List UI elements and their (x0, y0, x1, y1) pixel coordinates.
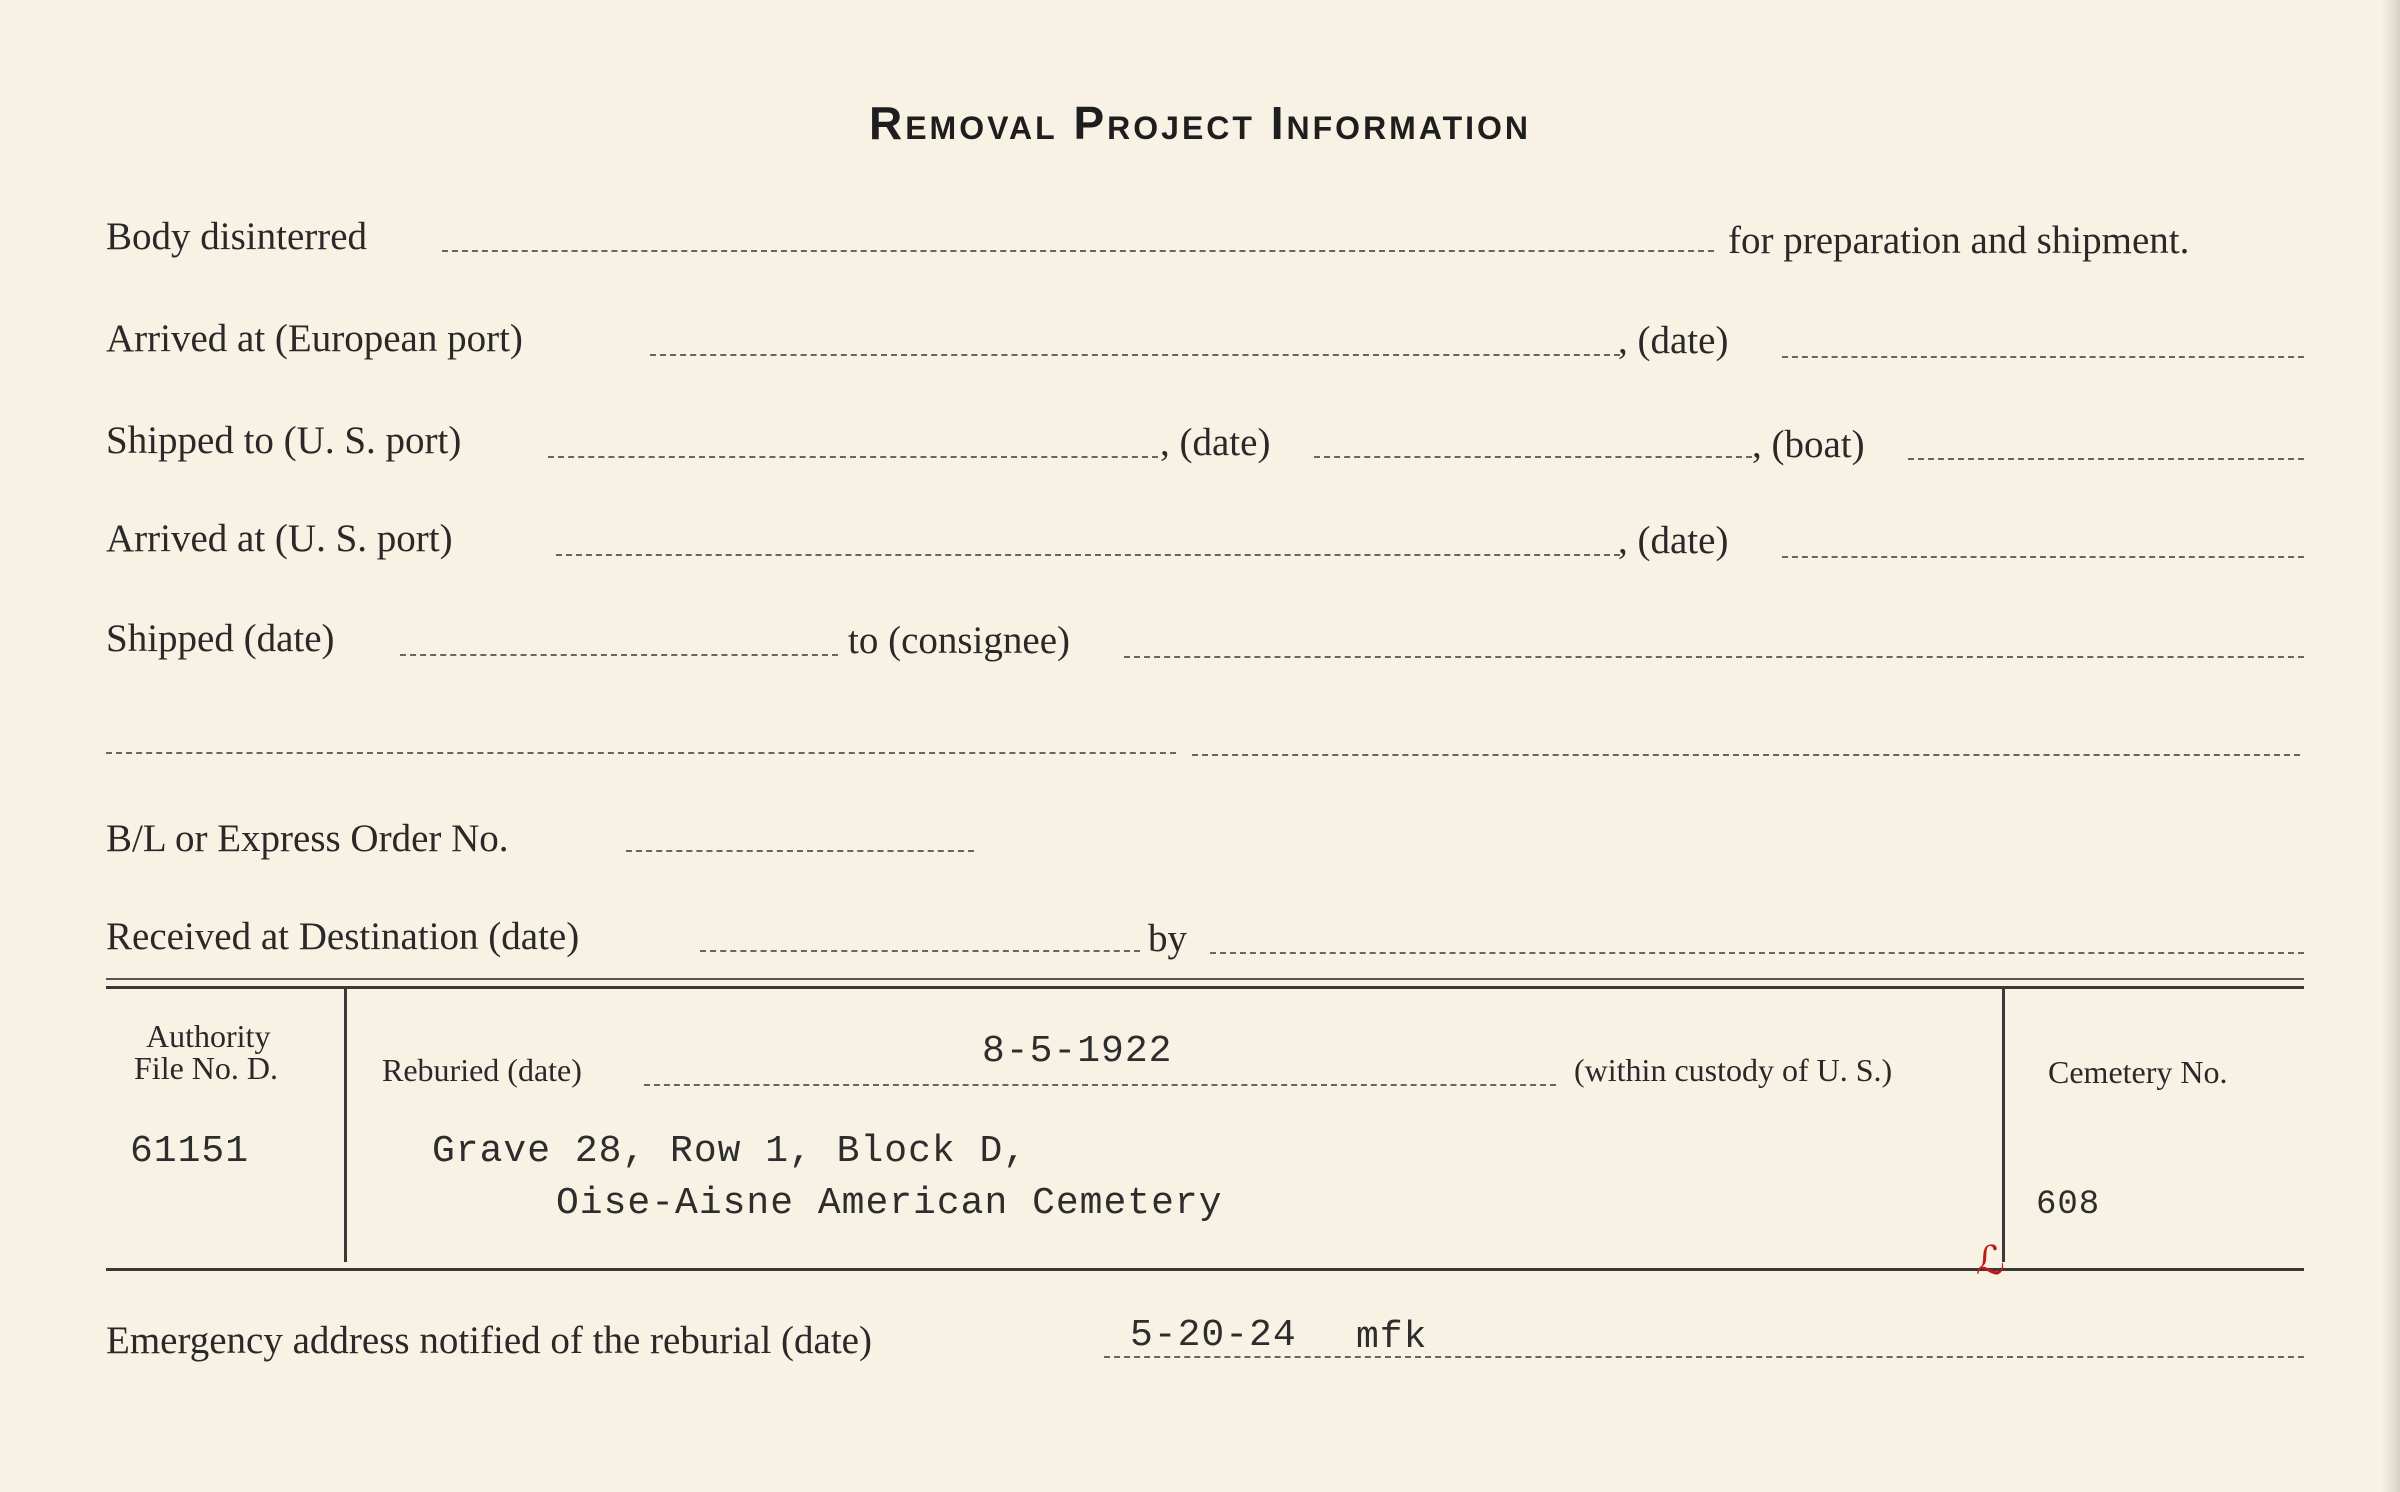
authority-label: Authority (146, 1018, 271, 1054)
body-disinterred-line[interactable] (442, 250, 1714, 252)
table-divider-left (344, 988, 347, 1262)
grave-location-line-1: Grave 28, Row 1, Block D, (432, 1130, 1028, 1173)
arrived-us-port-label: Arrived at (U. S. port) (106, 517, 453, 560)
bl-express-order-label: B/L or Express Order No. (106, 817, 509, 860)
reburied-date-label: Reburied (date) (382, 1052, 582, 1088)
arrived-us-date-line[interactable] (1782, 556, 2304, 558)
date-label-1: , (date) (1618, 319, 1729, 362)
shipped-date-line[interactable] (1314, 456, 1752, 458)
date-label-3: , (date) (1618, 519, 1729, 562)
bl-order-line[interactable] (626, 850, 974, 852)
consignee-continuation-line-1[interactable] (106, 752, 1176, 754)
consignee-label: to (consignee) (848, 619, 1071, 662)
arrived-european-port-label: Arrived at (European port) (106, 317, 523, 360)
custody-label: (within custody of U. S.) (1574, 1052, 1893, 1088)
boat-label: , (boat) (1752, 423, 1865, 466)
shipped-date-field-line[interactable] (400, 654, 838, 656)
european-date-line[interactable] (1782, 356, 2304, 358)
shipped-date-label: Shipped (date) (106, 617, 335, 660)
boat-line[interactable] (1908, 458, 2304, 460)
cemetery-no-label: Cemetery No. (2048, 1054, 2228, 1090)
us-port-line[interactable] (548, 456, 1158, 458)
received-destination-label: Received at Destination (date) (106, 915, 580, 958)
received-date-line[interactable] (700, 950, 1140, 952)
reburied-date-value: 8-5-1922 (982, 1030, 1173, 1073)
by-label: by (1148, 917, 1187, 960)
cemetery-number: 608 (2036, 1186, 2101, 1224)
received-by-line[interactable] (1210, 952, 2304, 954)
card-edge-shadow (2382, 0, 2400, 1492)
arrived-us-port-line[interactable] (556, 554, 1620, 556)
file-no-label: File No. D. (134, 1050, 278, 1086)
table-top-rule-1 (106, 978, 2304, 980)
shipped-us-port-label: Shipped to (U. S. port) (106, 419, 462, 462)
emergency-address-label: Emergency address notified of the reburial (date) (106, 1319, 872, 1362)
consignee-continuation-line-2[interactable] (1192, 754, 2300, 756)
european-port-line[interactable] (650, 354, 1620, 356)
table-top-rule-2 (106, 986, 2304, 989)
emergency-initials: mfk (1356, 1316, 1428, 1359)
grave-location-line-2: Oise-Aisne American Cemetery (556, 1182, 1223, 1225)
table-divider-right (2002, 988, 2005, 1262)
authority-file-number: 61151 (130, 1130, 250, 1173)
check-mark-icon: ℒ (1976, 1238, 2005, 1284)
date-label-2: , (date) (1160, 421, 1271, 464)
form-title: Removal Project Information (868, 97, 1532, 149)
table-bottom-rule (106, 1268, 2304, 1271)
for-preparation-label: for preparation and shipment. (1728, 219, 2190, 262)
reburied-date-line[interactable] (644, 1084, 1556, 1086)
body-disinterred-label: Body disinterred (106, 215, 368, 258)
consignee-line[interactable] (1124, 656, 2304, 658)
emergency-date-value: 5-20-24 (1130, 1314, 1297, 1357)
